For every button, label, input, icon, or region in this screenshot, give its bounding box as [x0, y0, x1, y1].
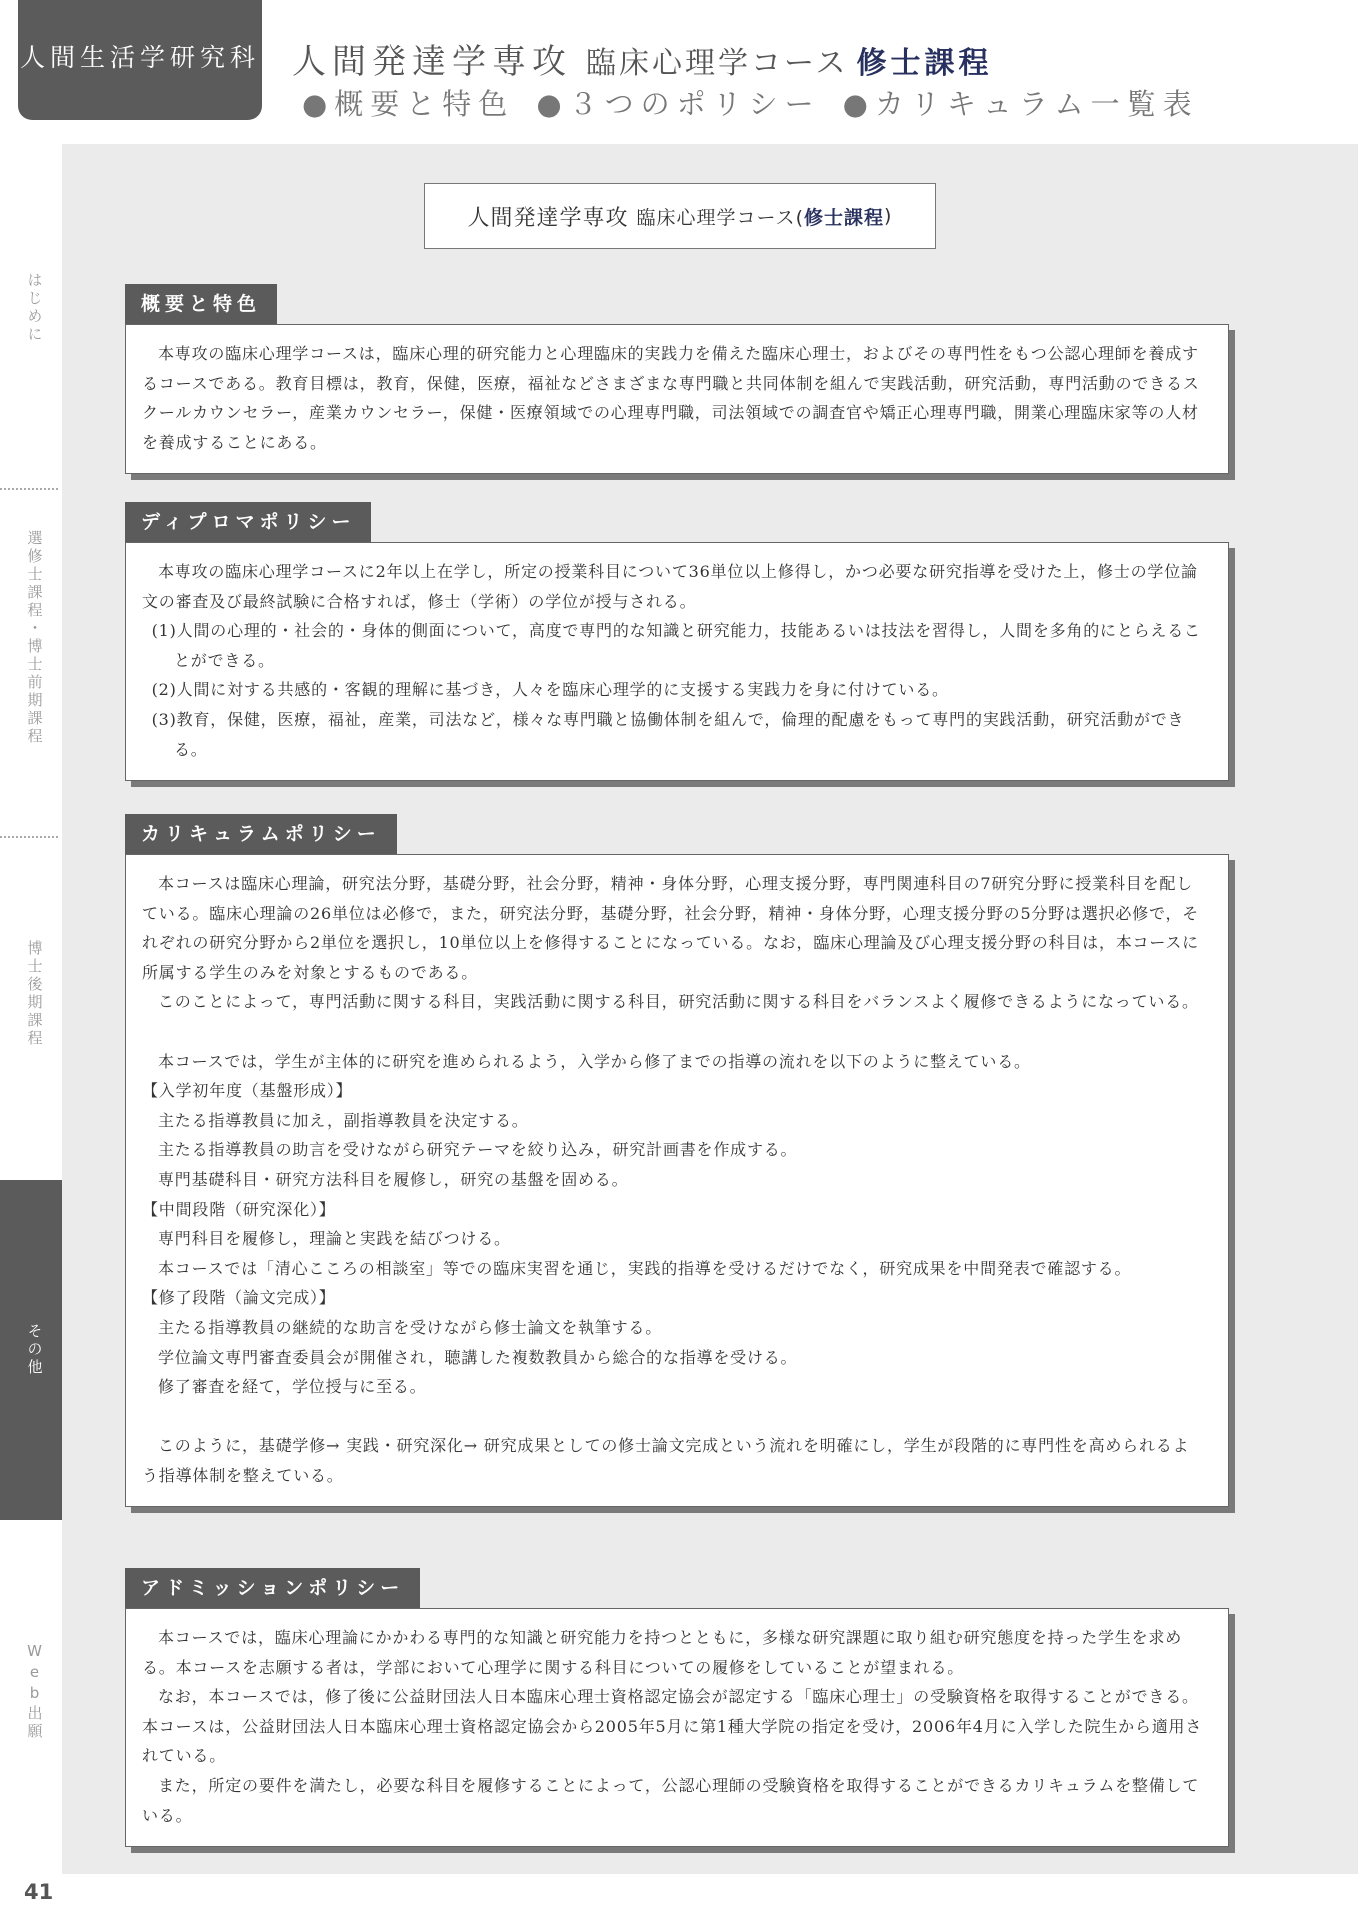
sidebar-item-label: 選修士課程・博士前期課程: [25, 530, 44, 746]
section-curriculum-policy: [125, 814, 1229, 1507]
sidebar-item-label: 博士後期課程: [25, 940, 44, 1048]
sidebar-item-web-application[interactable]: [0, 1642, 68, 1741]
stage-title: 【中間段階（研究深化）】: [142, 1199, 336, 1219]
section-body: [125, 324, 1229, 474]
section-body: [125, 542, 1229, 781]
sidebar-item-other[interactable]: [0, 1180, 68, 1520]
section-admission-policy: [125, 1568, 1229, 1847]
stage-line: 主たる指導教員の継続的な助言を受けながら修士論文を執筆する。: [158, 1317, 663, 1337]
paragraph: 本コースでは，学生が主体的に研究を進められるよう，入学から修了までの指導の流れを以下のように整えている。: [158, 1051, 1031, 1071]
sidebar-item-doctoral[interactable]: [0, 940, 68, 1048]
course-title-course: 臨床心理学コース(: [636, 206, 805, 229]
spacer: [142, 1402, 1204, 1432]
paragraph: このことによって，専門活動に関する科目，実践活動に関する科目，研究活動に関する科目をバランスよく履修できるようになっている。: [158, 992, 1199, 1012]
sidebar-item-masters[interactable]: [0, 530, 68, 746]
section-overview: [125, 284, 1229, 474]
paragraph: 本コースでは，臨床心理論にかかわる専門的な知識と研究能力を持つとともに，多様な研究課題に取り組む研究態度を持った学生を求める。本コースを志願する者は，学部において心理学に関する科目についての履修をしていることが望まれる。: [142, 1628, 1183, 1677]
link-overview[interactable]: ●概要と特色: [302, 87, 515, 121]
link-curriculum-list[interactable]: ●カリキュラム一覧表: [842, 87, 1199, 121]
stage-title: 【入学初年度（基盤形成）】: [142, 1081, 353, 1101]
section-body: [125, 854, 1229, 1507]
stage-line: 主たる指導教員の助言を受けながら研究テーマを絞り込み，研究計画書を作成する。: [158, 1140, 798, 1160]
section-heading: ディプロマポリシー: [125, 502, 371, 542]
list-item: (2)人間に対する共感的・客観的理解に基づき，人々を臨床心理学的に支援する実践力を身に付けている。: [151, 680, 949, 700]
header-nav: [302, 82, 1221, 123]
stage-title: 【修了段階（論文完成）】: [142, 1288, 336, 1308]
paragraph: 本コースは臨床心理論，研究法分野，基礎分野，社会分野，精神・身体分野，心理支援分野，専門関連科目の7研究分野に授業科目を配している。臨床心理論の26単位は必修で，また，研究法分野，基礎分野，社会分野，精神・身体分野，心理支援分野の5分野は選択必修で，それぞれの研究分野から2単位を選択し，10単位以上を修得することになっている。なお，臨床心理論及び心理支援分野の科目は，本コースに所属する学生のみを対象とするものである。: [142, 874, 1200, 982]
sidebar-item-label: その他: [25, 1323, 44, 1377]
stage-line: 専門基礎科目・研究方法科目を履修し，研究の基盤を固める。: [158, 1169, 629, 1189]
page-title: [292, 34, 993, 83]
sidebar-item-label: Web出願: [25, 1642, 44, 1741]
course-title-main: 人間発達学専攻: [467, 205, 629, 231]
section-heading: アドミッションポリシー: [125, 1568, 420, 1608]
paragraph: このように，基礎学修→ 実践・研究深化→ 研究成果としての修士論文完成という流れを明確にし，学生が段階的に専門性を高められるよう指導体制を整えている。: [142, 1436, 1190, 1485]
paragraph: 本専攻の臨床心理学コースは，臨床心理的研究能力と心理臨床的実践力を備えた臨床心理士，およびその専門性をもつ公認心理師を養成するコースである。教育目標は，教育，保健，医療，福祉などさまざまな専門職と共同体制を組んで実践活動，研究活動，専門活動のできるスクールカウンセラー，産業カウンセラー，保健・医療領域での心理専門職，司法領域での調査官や矯正心理専門職，開業心理臨床家等の人材を養成することにある。: [142, 344, 1200, 452]
title-degree: 修士課程: [856, 46, 993, 81]
stage-line: 学位論文専門審査委員会が開催され，聴講した複数教員から総合的な指導を受ける。: [158, 1347, 798, 1367]
stage-line: 修了審査を経て，学位授与に至る。: [158, 1377, 427, 1397]
sidebar-item-intro[interactable]: [0, 272, 68, 344]
course-title-degree: 修士課程: [804, 206, 885, 229]
section-heading: カリキュラムポリシー: [125, 814, 397, 854]
list-item: (1)人間の心理的・社会的・身体的側面について，高度で専門的な知識と研究能力，技能あるいは技法を習得し，人間を多角的にとらえることができる。: [151, 621, 1201, 670]
list-item: (3)教育，保健，医療，福祉，産業，司法など，様々な専門職と協働体制を組んで，倫理的配慮をもって専門的実践活動，研究活動ができる。: [151, 709, 1185, 759]
page-number: 41: [24, 1880, 54, 1904]
sidebar-divider: [0, 836, 58, 838]
section-heading: 概要と特色: [125, 284, 277, 324]
stage-line: 主たる指導教員に加え，副指導教員を決定する。: [158, 1110, 529, 1130]
section-diploma-policy: [125, 502, 1229, 781]
spacer: [142, 1017, 1204, 1047]
section-body: [125, 1608, 1229, 1847]
course-title-close: ): [884, 205, 893, 227]
paragraph: なお，本コースでは，修了後に公益財団法人日本臨床心理士資格認定協会が認定する「臨床心理士」の受験資格を取得することができる。本コースは，公益財団法人日本臨床心理士資格認定協会から2005年5月に第1種大学院の指定を受け，2006年4月に入学した院生から適用されている。: [142, 1687, 1203, 1766]
department-tab: 人間生活学研究科: [18, 0, 262, 120]
paragraph: 本専攻の臨床心理学コースに2年以上在学し，所定の授業科目について36単位以上修得し，かつ必要な研究指導を受けた上，修士の学位論文の審査及び最終試験に合格すれば，修士（学術）の学位が授与される。: [142, 562, 1198, 611]
stage-line: 専門科目を履修し，理論と実践を結びつける。: [158, 1229, 511, 1249]
link-policies[interactable]: ●３つのポリシー: [536, 87, 821, 121]
course-title-box: [424, 183, 936, 249]
title-course: 臨床心理学コース: [586, 46, 849, 81]
title-main: 人間発達学専攻: [292, 42, 572, 82]
sidebar-item-label: はじめに: [25, 272, 44, 344]
sidebar-divider: [0, 488, 58, 490]
paragraph: また，所定の要件を満たし，必要な科目を履修することによって，公認心理師の受験資格を取得することができるカリキュラムを整備している。: [142, 1775, 1200, 1825]
stage-line: 本コースでは「清心こころの相談室」等での臨床実習を通じ，実践的指導を受けるだけでなく，研究成果を中間発表で確認する。: [158, 1258, 1132, 1278]
